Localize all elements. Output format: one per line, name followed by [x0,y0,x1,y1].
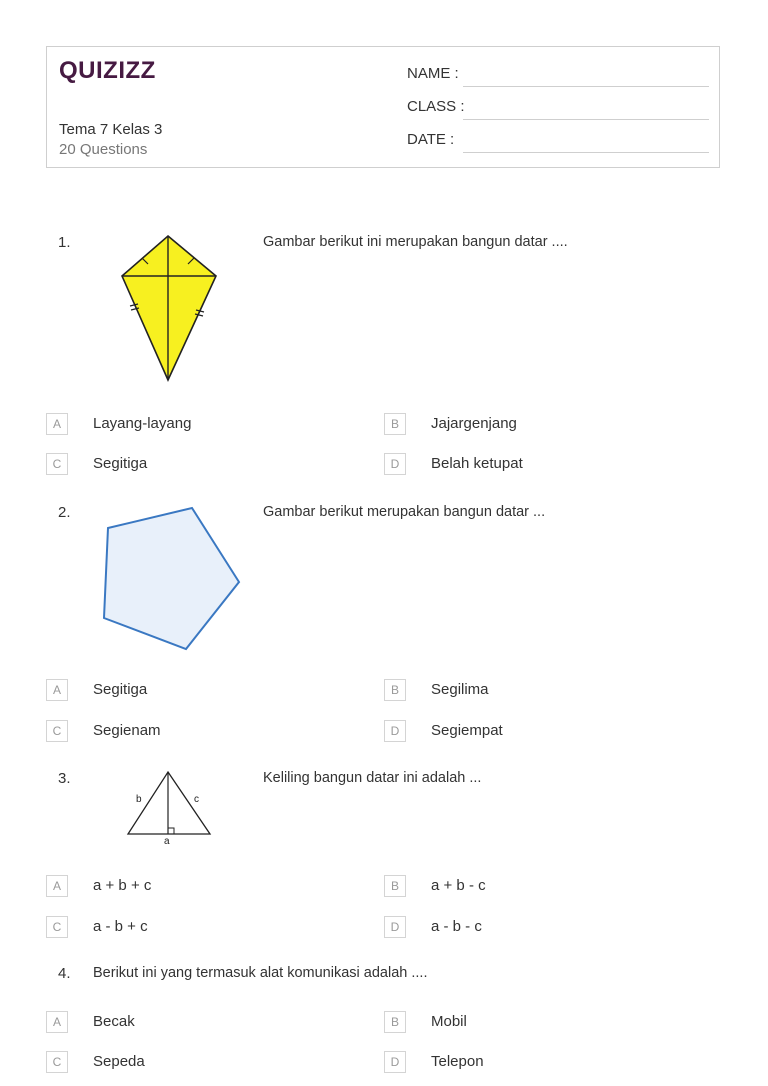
option-letter: B [384,875,406,897]
option-text: Telepon [431,1053,484,1070]
option-letter: D [384,1051,406,1073]
kite-figure [116,232,222,384]
date-label: DATE : [407,131,455,148]
question-2-text: Gambar berikut merupakan bangun datar ... [263,504,546,520]
label-a: a [164,836,170,846]
label-c: c [194,794,199,805]
option-text: Layang-layang [93,415,192,432]
name-label: NAME : [407,65,459,82]
option-text: Sepeda [93,1053,145,1070]
option-letter: C [46,1051,68,1073]
name-line [463,86,709,87]
option-letter: D [384,720,406,742]
triangle-figure [122,768,216,846]
question-1-text: Gambar berikut ini merupakan bangun datar .... [263,234,568,250]
pentagon-figure [98,504,244,654]
option-text: Segienam [93,722,161,739]
question-3-text: Keliling bangun datar ini adalah ... [263,770,482,786]
name-field[interactable] [407,65,709,87]
question-3-number: 3. [58,770,71,787]
option-letter: C [46,453,68,475]
class-line [463,119,709,120]
option-text: Segitiga [93,681,148,698]
option-text: Belah ketupat [431,455,523,472]
option-text: a - b + c [93,918,148,935]
option-letter: C [46,916,68,938]
option-text: Jajargenjang [431,415,517,432]
question-1-number: 1. [58,234,71,251]
question-4-number: 4. [58,965,71,982]
kite-shape [122,236,216,380]
option-text: Segilima [431,681,489,698]
quiz-title: Tema 7 Kelas 3 [59,121,163,138]
option-text: Becak [93,1013,135,1030]
pentagon-shape [104,508,239,649]
option-letter: B [384,679,406,701]
option-letter: C [46,720,68,742]
question-2-number: 2. [58,504,71,521]
date-field[interactable] [407,131,709,153]
label-b: b [136,794,142,805]
class-field[interactable] [407,98,709,120]
option-text: Segiempat [431,722,503,739]
option-text: Segitiga [93,455,148,472]
option-letter: A [46,679,68,701]
option-letter: B [384,1011,406,1033]
right-angle-mark [168,828,174,834]
question-4-text: Berikut ini yang termasuk alat komunikasi adalah .... [93,965,428,981]
question-count: 20 Questions [59,141,148,158]
option-letter: B [384,413,406,435]
option-text: a + b + c [93,877,152,894]
quizizz-logo: QUIZIZZ [59,57,156,84]
option-letter: D [384,916,406,938]
option-text: a + b - c [431,877,486,894]
option-letter: A [46,413,68,435]
option-text: Mobil [431,1013,467,1030]
option-letter: A [46,875,68,897]
option-text: a - b - c [431,918,482,935]
worksheet-header [46,46,720,168]
option-letter: A [46,1011,68,1033]
class-label: CLASS : [407,98,465,115]
option-letter: D [384,453,406,475]
date-line [463,152,709,153]
